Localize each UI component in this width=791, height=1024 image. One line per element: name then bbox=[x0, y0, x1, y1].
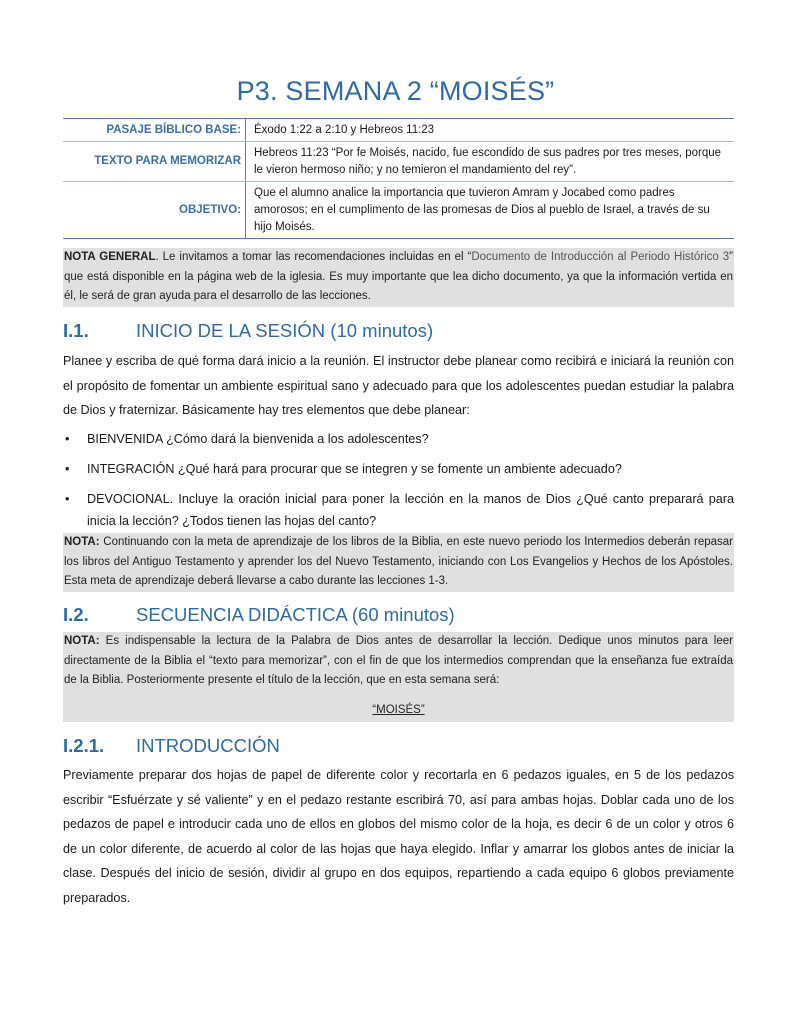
section-number: I.1. bbox=[63, 320, 89, 341]
lesson-info-table bbox=[63, 118, 734, 239]
general-note-text-2: ” que está disponible en la página web de la iglesia. Es muy importante que lea dicho documento, ya que la información vertida en él, le será de gran ayuda para el desarrollo de las lecciones. bbox=[64, 251, 733, 302]
label-objetivo: OBJETIVO: bbox=[63, 182, 246, 239]
bullet-icon: • bbox=[65, 462, 70, 476]
section-number: I.2. bbox=[63, 604, 89, 625]
section-title: SECUENCIA DIDÁCTICA (60 minutos) bbox=[136, 604, 455, 625]
section-title: INICIO DE LA SESIÓN (10 minutos) bbox=[136, 320, 434, 341]
table-row bbox=[63, 142, 734, 182]
list-item: • INTEGRACIÓN ¿Qué hará para procurar que se integren y se fomente un ambiente adecuado? bbox=[63, 458, 734, 480]
label-pasaje: PASAJE BÍBLICO BASE: bbox=[63, 119, 246, 142]
note-text: Continuando con la meta de aprendizaje de los libros de la Biblia, en este nuevo periodo los Intermedios deberán repasar los libros del Antiguo Testamento y aprender los del Nuevo Testamento, iniciando con Los Evangelios y Hechos de los Apóstoles. Esta meta de aprendizaje deberá llevarse a cabo durante las lecciones 1-3. bbox=[64, 536, 733, 587]
note-lead: NOTA: bbox=[64, 635, 100, 647]
general-note-lead: NOTA GENERAL bbox=[64, 251, 156, 263]
session-elements-list bbox=[63, 428, 734, 540]
page-title: P3. SEMANA 2 “MOISÉS” bbox=[236, 76, 555, 106]
general-note bbox=[63, 248, 734, 307]
bullet-icon: • bbox=[65, 492, 70, 506]
table-row bbox=[63, 182, 734, 239]
lesson-title: “MOISÉS” bbox=[372, 703, 425, 716]
section-1-note bbox=[63, 533, 734, 592]
introduction-paragraph: Previamente preparar dos hojas de papel de diferente color y recortarla en 6 pedazos iguales, en 5 de los pedazos escribir “Esfuérzate y sé valiente” y en el pedazo restante escribirá 70, así para ambas hojas. Doblar cada uno de los pedazos de papel e introducir cada uno de ellos en globos del mismo color de la hoja, es decir 6 de un color y otros 6 de un color diferente, de acuerdo al color de las hojas que haya elegido. Inflar y amarrar los globos antes de iniciar la clase. Después del inicio de sesión, dividir al grupo en dos equipos, repartiendo a cada equipo 6 globos previamente preparados. bbox=[63, 768, 734, 905]
label-texto-memorizar: TEXTO PARA MEMORIZAR bbox=[63, 142, 246, 182]
value-objetivo: Que el alumno analice la importancia que tuvieron Amram y Jocabed como padres amorosos; en el cumplimento de las promesas de Dios al pueblo de Israel, a través de su hijo Moisés. bbox=[254, 186, 710, 233]
general-note-text-1: . Le invitamos a tomar las recomendaciones incluidas en el “ bbox=[155, 251, 472, 263]
note-lead: NOTA: bbox=[64, 536, 100, 548]
value-pasaje: Éxodo 1:22 a 2:10 y Hebreos 11:23 bbox=[246, 119, 735, 142]
value-texto-memorizar: Hebreos 11:23 “Por fe Moisés, nacido, fue escondido de sus padres por tres meses, porque le vieron hermoso niño; y no temieron el mandamiento del rey”. bbox=[246, 142, 735, 182]
section-number: I.2.1. bbox=[63, 735, 105, 756]
bullet-icon: • bbox=[65, 432, 70, 446]
section-heading-introduccion bbox=[63, 735, 280, 757]
table-row bbox=[63, 119, 734, 142]
section-heading-inicio bbox=[63, 320, 433, 342]
section-2-note bbox=[63, 632, 734, 722]
list-item: • DEVOCIONAL. Incluye la oración inicial para poner la lección en la manos de Dios ¿Qué canto preparará para inicia la lección? ¿Todos tienen las hojas del canto? bbox=[63, 488, 734, 532]
intro-document-reference: Documento de Introducción al Periodo Histórico 3 bbox=[471, 251, 730, 263]
section-1-paragraph: Planee y escriba de qué forma dará inicio a la reunión. El instructor debe planear como recibirá e iniciará la reunión con el propósito de fomentar un ambiente espiritual sano y adecuado para que los adolescentes puedan estudiar la palabra de Dios y fraternizar. Básicamente hay tres elementos que debe planear: bbox=[63, 354, 734, 417]
list-item: • BIENVENIDA ¿Cómo dará la bienvenida a los adolescentes? bbox=[63, 428, 734, 450]
section-heading-secuencia bbox=[63, 604, 455, 626]
section-title: INTRODUCCIÓN bbox=[136, 735, 280, 756]
note-text: Es indispensable la lectura de la Palabra de Dios antes de desarrollar la lección. Dedique unos minutos para leer directamente de la Biblia el “texto para memorizar”, con el fin de que los intermedios comprendan que la enseñanza fue extraída de la Biblia. Posteriormente presente el título de la lección, que en esta semana será: bbox=[64, 635, 733, 686]
